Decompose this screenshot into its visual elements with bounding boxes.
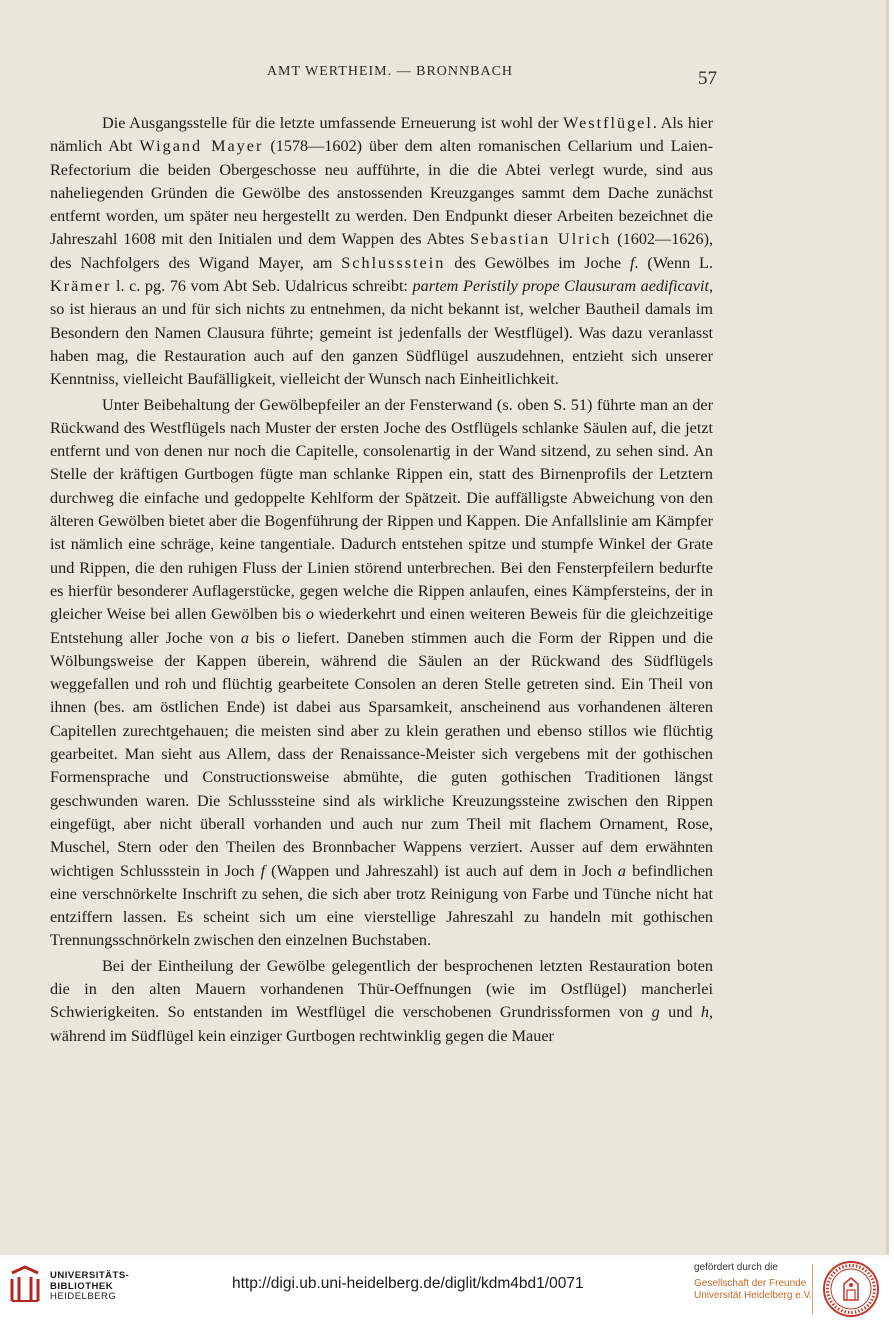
italic-letter: g — [651, 1003, 660, 1022]
paragraph-2: Unter Beibehaltung der Gewölbepfeiler an der Fensterwand (s. oben S. 51) führte man an der Rückwand des Westflügels nach Muster der ersten Joche des Ostflügels schlanke Säulen auf, die jetzt entfernt und von denen nur noch die Capitelle, consolenartig in der Wand sitzend, zu sehen sind. An Stelle der kräftigen Gurtbogen fügte man schlanke Rippen ein, statt des Birnenprofils der Letztern durchweg die einfache und gedoppelte Kehlform der Spätzeit. Die auffälligste Abweichung von den älteren Gewölben bietet aber die Bogenführung der Rippen und Kappen. Die Anfallslinie am Kämpfer ist nämlich eine schräge, keine tangentiale. Dadurch entstehen spitze und stumpfe Winkel der Grate und Rippen, die den ruhigen Fluss der Linien störend unterbrechen. Bei den Fensterpfeilern bedurfte es hierfür besonderer Auflagerstücke, gegen welche die Rippen anlaufen, eines Kämpfersteins, der in gleicher Weise bei allen Gewölben bis o wiederkehrt und einen weiteren Beweis für die gleichzeitige Entstehung aller Joche von a bis o liefert. Daneben stimmen auch die Form der Rippen und die Wölbungsweise der Kappen überein, während die Säulen an der Rückwand des Südflügels weggefallen und roh und flüchtig gearbeitete Consolen an deren Stelle getreten sind. Ein Theil von ihnen (bes. am östlichen Ende) ist dabei aus Sparsamkeit, anscheinend aus vorhandenen älteren Capitellen zurechtgehauen; die meisten sind aber zu klein gerathen und ebenso stillos wie flüchtig gearbeitet. Man sieht aus Allem, dass der Renaissance-Meister sich vergebens mit der gothischen Formensprache und Constructionsweise abmühte, die guten gothischen Traditionen längst geschwunden waren. Die Schlusssteine sind als wirkliche Kreuzungssteine zwischen den Rippen eingefügt, aber nicht überall vorhanden und auch nur zum Theil mit flachem Ornament, Rose, Muschel, Stern oder den Theilen des Bronnbacher Wappens verziert. Ausser auf dem erwähnten wichtigen Schlussstein in Joch f (Wappen und Jahreszahl) ist auch auf dem in Joch a befindlichen eine verschnörkelte Inschrift zu sehen, die sich aber trotz Reinigung von Farbe und Tünche nicht hat entziffern lassen. Es scheint sich um eine vierstellige Jahreszahl zu handeln mit gothischen Trennungsschnörkeln zwischen den einzelnen Buchstaben. — [50, 395, 714, 950]
italic-letter: f — [630, 253, 635, 272]
italic-letter: o — [281, 628, 290, 647]
sponsor-name: Gesellschaft der Freunde Universität Heidelberg e.V. — [694, 1278, 813, 1301]
footer-divider — [812, 1264, 813, 1314]
spaced-term: Sebastian Ulrich — [470, 230, 612, 249]
paragraph-3: Bei der Eintheilung der Gewölbe gelegentlich der besprochenen letzten Restauration boten die in den alten Mauern vorhandenen Thür-Oeffnungen (wie im Ostflügel) mancherlei Schwierigkeiten. So entstanden im Westflügel die verschobenen Grundrissformen von g und h, während im Südflügel kein einziger Gurtbogen rechtwinklig gegen die Mauer — [50, 956, 714, 1045]
library-name: UNIVERSITÄTS- BIBLIOTHEK HEIDELBERG — [50, 1270, 130, 1302]
spaced-term: Wigand Mayer — [139, 137, 264, 156]
latin-quote: partem Peristily prope Clausuram aedificavit — [412, 277, 709, 296]
university-seal-icon — [822, 1260, 880, 1318]
paragraph-1: Die Ausgangsstelle für die letzte umfassende Erneuerung ist wohl der Westflügel. Als hier nämlich Abt Wigand Mayer (1578—1602) über dem alten romanischen Cellarium und Laien-Refectorium die beiden Obergeschosse neu aufführte, in die die Abtei verlegt wurde, sind aus naheliegenden Gründen die Gewölbe des anstossenden Kreuzganges sammt dem Dache zunächst entfernt worden, um später neu hergestellt zu werden. Den Endpunkt dieser Arbeiten bezeichnet die Jahreszahl 1608 mit den Initialen und dem Wappen des Abtes Sebastian Ulrich (1602—1626), des Nachfolgers des Wigand Mayer, am Schlussstein des Gewölbes im Joche f. (Wenn L. Krämer l. c. pg. 76 vom Abt Seb. Udalricus schreibt: partem Peristily prope Clausuram aedificavit, so ist hieraus an und für sich nichts zu entnehmen, da nicht bekannt ist, welcher Bautheil damals im Besondern den Namen Clausura führte; gemeint ist jedenfalls der Westflügel). Was dazu veranlasst haben mag, die Restauration auch auf den ganzen Südflügel auszudehnen, entzieht sich unserer Kenntniss, vielleicht Baufälligkeit, vielleicht der Wunsch nach Einheitlichkeit. — [50, 114, 714, 389]
italic-letter: h — [700, 1003, 709, 1022]
spaced-term: Westflügel — [563, 114, 653, 132]
italic-letter: a — [240, 628, 249, 647]
italic-letter: f — [260, 861, 266, 880]
italic-letter: a — [617, 861, 626, 880]
body-text — [50, 112, 713, 1048]
italic-letter: o — [305, 605, 314, 624]
running-head: AMT WERTHEIM. — BRONNBACH — [266, 64, 514, 79]
page-number: 57 — [698, 68, 717, 89]
sponsor-label: gefördert durch die — [694, 1262, 778, 1273]
permalink-url[interactable]: http://digi.ub.uni-heidelberg.de/diglit/kdm4bd1/0071 — [232, 1275, 584, 1292]
spaced-term: Schlussstein — [341, 253, 446, 272]
footer-bar — [0, 1258, 894, 1321]
spaced-term: Krämer — [50, 277, 112, 296]
library-logo-icon — [8, 1265, 42, 1305]
